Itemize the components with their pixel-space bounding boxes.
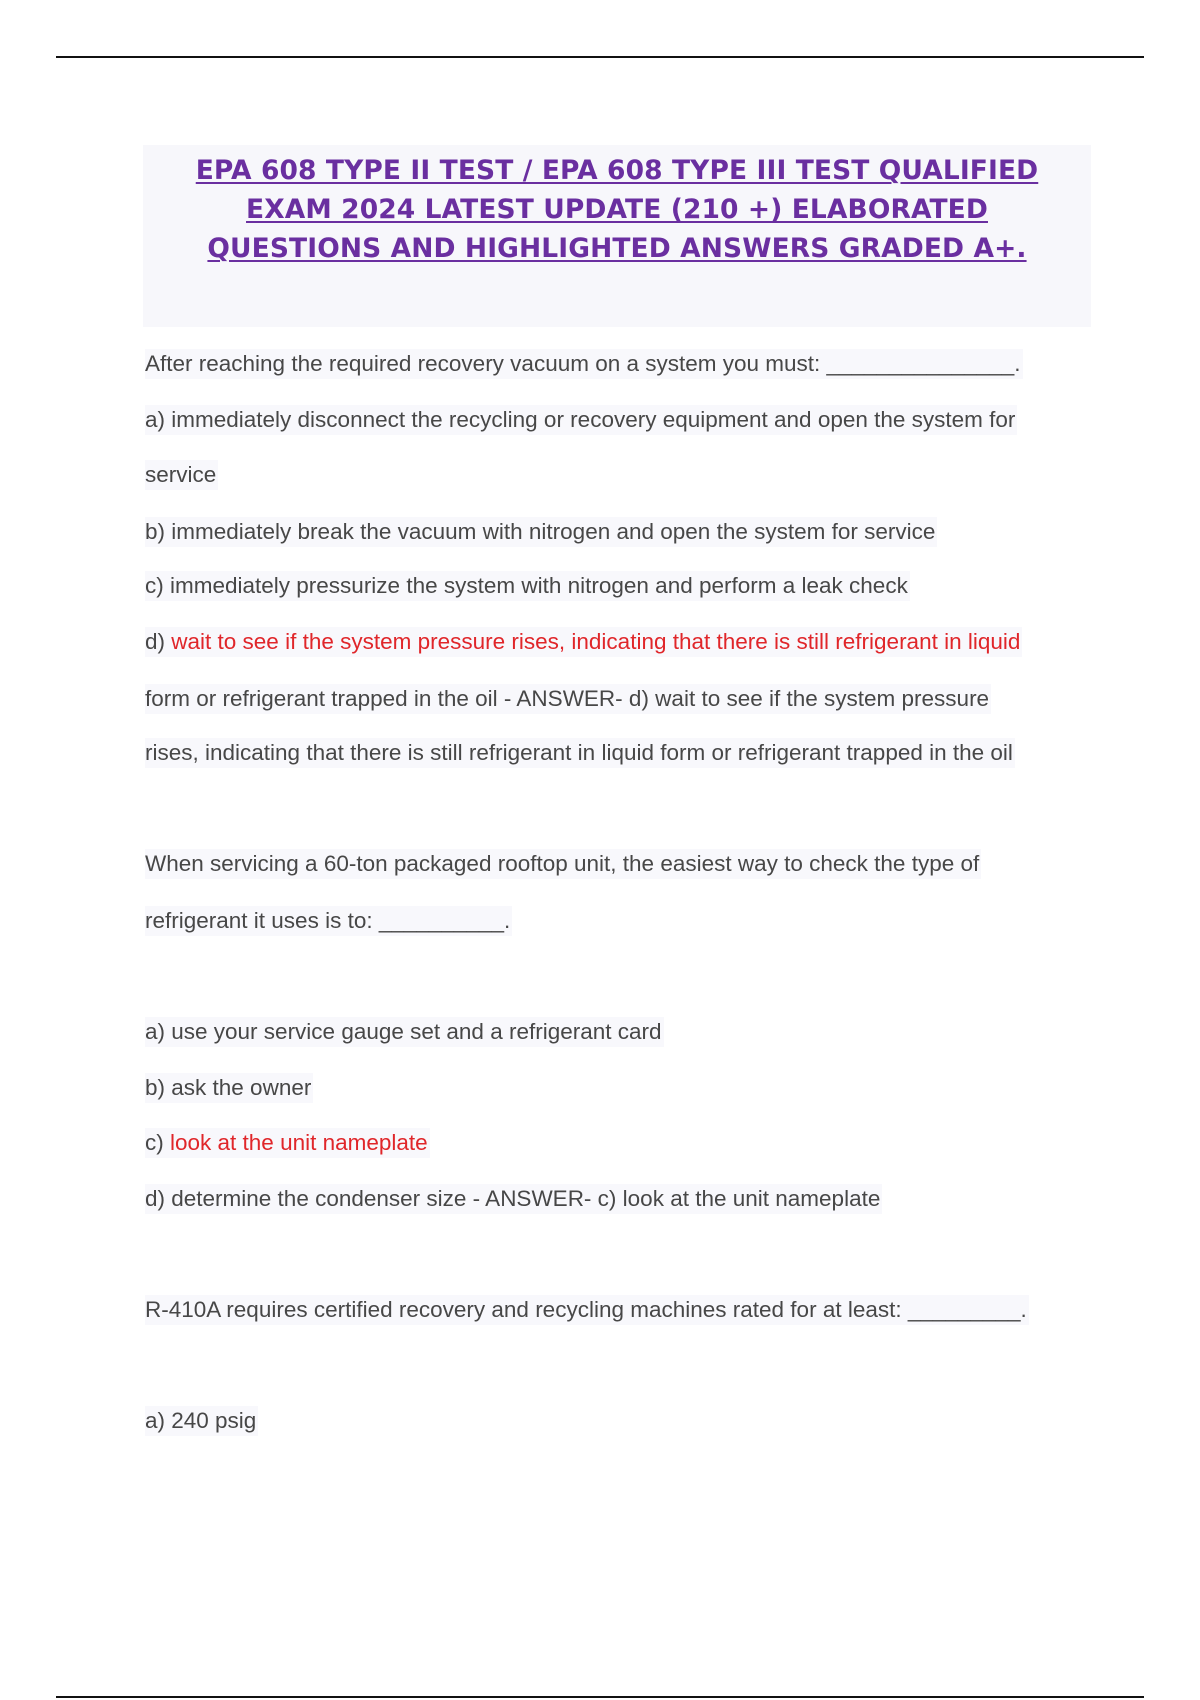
q2-option-c-prefix: c) [145,1130,170,1155]
q3-stem: R-410A requires certified recovery and recycling machines rated for at least: _________. [145,1295,1029,1325]
document-title [143,145,1091,268]
q1-option-d-prefix: d) [145,629,172,654]
title-line-1: EPA 608 TYPE II TEST / EPA 608 TYPE III TEST QUALIFIED [195,155,1039,186]
q3-option-a: a) 240 psig [145,1406,258,1436]
q1-option-a-line2: service [145,460,218,490]
q1-option-d [145,627,1022,657]
q1-option-a-line1: a) immediately disconnect the recycling or recovery equipment and open the system for [145,405,1017,435]
q2-option-b: b) ask the owner [145,1073,313,1103]
q1-answer-line1: form or refrigerant trapped in the oil - ANSWER- d) wait to see if the system pressure [145,684,991,714]
q2-stem-line1: When servicing a 60-ton packaged rooftop unit, the easiest way to check the type of [145,849,981,879]
bottom-rule [56,1696,1144,1698]
q1-option-b: b) immediately break the vacuum with nitrogen and open the system for service [145,517,937,547]
q2-option-c [145,1128,430,1158]
q2-option-d-answer: d) determine the condenser size - ANSWER- c) look at the unit nameplate [145,1184,882,1214]
q1-stem: After reaching the required recovery vacuum on a system you must: _______________. [145,349,1023,379]
q2-stem-line2: refrigerant it uses is to: __________. [145,906,512,936]
q1-option-d-highlight: wait to see if the system pressure rises, indicating that there is still refrigerant in liquid [171,629,1021,654]
title-line-3: QUESTIONS AND HIGHLIGHTED ANSWERS GRADED A+. [207,233,1027,264]
q2-option-a: a) use your service gauge set and a refrigerant card [145,1017,664,1047]
title-block [143,145,1091,327]
q2-option-c-highlight: look at the unit nameplate [170,1130,428,1155]
top-rule [56,56,1144,58]
q1-answer-line2: rises, indicating that there is still refrigerant in liquid form or refrigerant trapped in the oil [145,738,1015,768]
title-line-2: EXAM 2024 LATEST UPDATE (210 +) ELABORATED [246,194,988,225]
q1-option-c: c) immediately pressurize the system with nitrogen and perform a leak check [145,571,910,601]
